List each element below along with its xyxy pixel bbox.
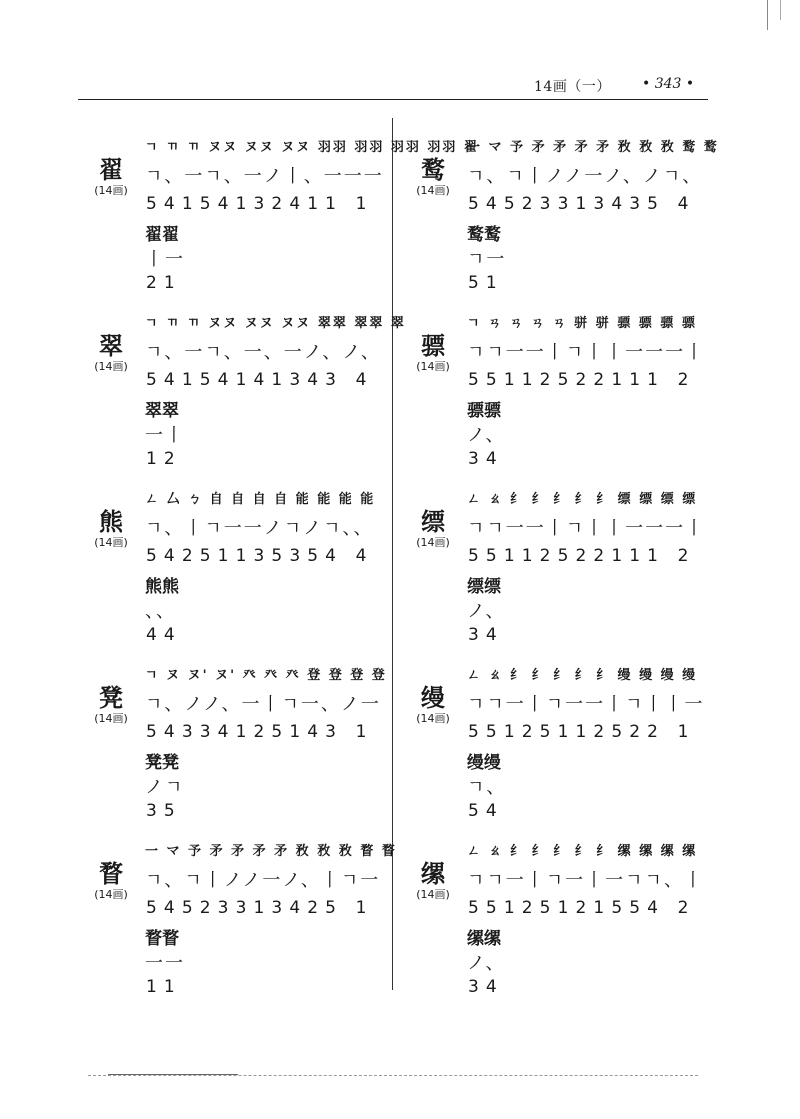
stroke-count: (14画) (94, 360, 128, 373)
stroke-codes-cont: 35 (146, 801, 182, 821)
stroke-codes: 54251135354 4 (146, 546, 374, 566)
entry-right-3 (412, 488, 712, 653)
stroke-sequence-cont: ㄱ、 (467, 777, 507, 798)
entry-right-1 (412, 136, 719, 301)
stroke-sequence-cont: ノ、 (467, 601, 506, 622)
stroke-count: (14画) (94, 536, 128, 549)
footer-rule (88, 1075, 698, 1076)
stroke-count: (14画) (94, 712, 128, 725)
entry-right-5 (412, 840, 712, 1005)
stroke-sequence-cont: ノㄱ (145, 777, 185, 798)
stroke-codes-cont: 21 (146, 273, 182, 293)
stroke-forms: ㄥ ㄠ 纟 纟 纟 纟 纟 缧 缧 缧 缧 (467, 844, 698, 859)
stroke-forms-cont: 凳凳 (145, 753, 179, 773)
stroke-forms-cont: 翠翠 (145, 401, 179, 421)
stroke-count: (14画) (416, 536, 450, 549)
stroke-sequence: ㄱ、丨ㄱ一一ノㄱノㄱ、、 (145, 518, 374, 539)
stroke-codes-cont: 34 (468, 977, 504, 997)
stroke-sequence-cont: ノ、 (467, 953, 506, 974)
stroke-sequence: ㄱ、ㄱ丨ノノ一ノ、ノㄱ、 (467, 166, 703, 187)
stroke-count: (14画) (416, 888, 450, 901)
entry-left-5 (90, 840, 397, 1005)
stroke-forms: ㄱ ㄢ ㄢ ㄢ ㄢ 骈 骈 骠 骠 骠 骠 (467, 316, 697, 331)
stroke-forms-cont: 缦缦 (467, 753, 501, 773)
header-rule (78, 99, 708, 100)
stroke-codes-cont: 12 (146, 449, 182, 469)
headword-char: 翠 (99, 331, 123, 360)
stroke-sequence-cont: 一一 (145, 953, 185, 974)
stroke-forms: ㄱ ㄲ ㄲ ヌヌ ヌヌ ヌヌ 羽羽 羽羽 羽羽 羽羽 翟 (145, 140, 479, 155)
entry-right-2 (412, 312, 712, 477)
entry-left-1 (90, 136, 479, 301)
stroke-count: (14画) (416, 712, 450, 725)
stroke-codes-cont: 11 (146, 977, 182, 997)
stroke-codes-cont: 51 (468, 273, 504, 293)
stroke-sequence-cont: 、、 (145, 601, 176, 622)
stroke-codes: 55112522111 2 (468, 546, 696, 566)
stroke-sequence-cont: ノ、 (467, 425, 506, 446)
entry-left-4 (90, 664, 390, 829)
stroke-sequence: ㄱ、一ㄱ、一、一ノ、ノ、 (145, 342, 381, 363)
stroke-forms: ㄥ 厶 ㄅ 自 自 自 自 能 能 能 能 (145, 492, 376, 507)
headword-char: 熊 (99, 507, 123, 536)
scan-edge-line (767, 0, 768, 30)
stroke-codes: 54523313435 4 (468, 194, 696, 214)
headword-char: 翟 (99, 155, 123, 184)
stroke-sequence-cont: 一丨 (145, 425, 185, 446)
scan-edge-line (780, 0, 781, 20)
headword-char: 凳 (99, 683, 123, 712)
section-title: 14画（一） (534, 79, 611, 95)
entry-left-3 (90, 488, 390, 653)
stroke-sequence: ㄱㄱ一一丨ㄱ丨丨一一一丨 (467, 518, 706, 539)
stroke-codes-cont: 54 (468, 801, 504, 821)
stroke-count: (14画) (94, 888, 128, 901)
stroke-sequence: ㄱ、ノノ、一丨ㄱ一、ノ一 (145, 694, 381, 715)
headword-char: 缧 (421, 859, 445, 888)
page-number: • 343 • (642, 76, 695, 92)
stroke-count: (14画) (416, 184, 450, 197)
stroke-codes: 54334125143 1 (146, 722, 374, 742)
headword-char: 瞀 (99, 859, 123, 888)
stroke-sequence: ㄱㄱ一一丨ㄱ丨丨一一一丨 (467, 342, 706, 363)
page-header (0, 76, 800, 96)
stroke-sequence: ㄱ、一ㄱ、一ノ丨、一一一 (145, 166, 384, 187)
stroke-codes: 55125112522 1 (468, 722, 696, 742)
footer-rule (108, 1074, 238, 1075)
stroke-sequence-cont: 丨一 (145, 249, 185, 270)
stroke-forms-cont: 缥缥 (467, 577, 501, 597)
stroke-sequence-cont: ㄱ一 (467, 249, 507, 270)
headword-char: 骠 (421, 331, 445, 360)
stroke-forms-cont: 鹜鹜 (467, 225, 501, 245)
entry-right-4 (412, 664, 712, 829)
stroke-sequence: ㄱ、ㄱ丨ノノ一ノ、丨ㄱ一 (145, 870, 381, 891)
headword-char: 鹜 (421, 155, 445, 184)
stroke-codes-cont: 44 (146, 625, 182, 645)
stroke-sequence: ㄱㄱ一丨ㄱ一丨一ㄱㄱ、丨 (467, 870, 704, 891)
stroke-forms: ㄱ ヌ ヌ' ヌ' 癶 癶 癶 登 登 登 登 (145, 668, 387, 683)
stroke-forms: 一 マ 予 矛 矛 矛 矛 敄 敄 敄 鹜 鹜 (467, 140, 719, 155)
column-divider (392, 118, 393, 990)
stroke-forms: 一 マ 予 矛 矛 矛 矛 敄 敄 敄 瞀 瞀 (145, 844, 397, 859)
stroke-codes-cont: 34 (468, 625, 504, 645)
entry-left-2 (90, 312, 406, 477)
stroke-forms-cont: 骠骠 (467, 401, 501, 421)
stroke-codes: 54523313425 1 (146, 898, 374, 918)
headword-char: 缦 (421, 683, 445, 712)
stroke-codes: 55112522111 2 (468, 370, 696, 390)
stroke-codes: 55125121554 2 (468, 898, 696, 918)
stroke-codes: 54154141343 4 (146, 370, 374, 390)
stroke-codes: 54154132411 1 (146, 194, 374, 214)
stroke-forms-cont: 熊熊 (145, 577, 179, 597)
stroke-count: (14画) (416, 360, 450, 373)
stroke-sequence: ㄱㄱ一丨ㄱ一一丨ㄱ丨丨一 (467, 694, 705, 715)
stroke-forms: ㄥ ㄠ 纟 纟 纟 纟 纟 缦 缦 缦 缦 (467, 668, 698, 683)
headword-char: 缥 (421, 507, 445, 536)
stroke-forms: ㄥ ㄠ 纟 纟 纟 纟 纟 缥 缥 缥 缥 (467, 492, 698, 507)
stroke-forms: ㄱ ㄲ ㄲ ヌヌ ヌヌ ヌヌ 翠翠 翠翠 翠 (145, 316, 406, 331)
stroke-forms-cont: 缧缧 (467, 929, 501, 949)
stroke-count: (14画) (94, 184, 128, 197)
stroke-forms-cont: 瞀瞀 (145, 929, 179, 949)
stroke-codes-cont: 34 (468, 449, 504, 469)
stroke-forms-cont: 翟翟 (145, 225, 179, 245)
